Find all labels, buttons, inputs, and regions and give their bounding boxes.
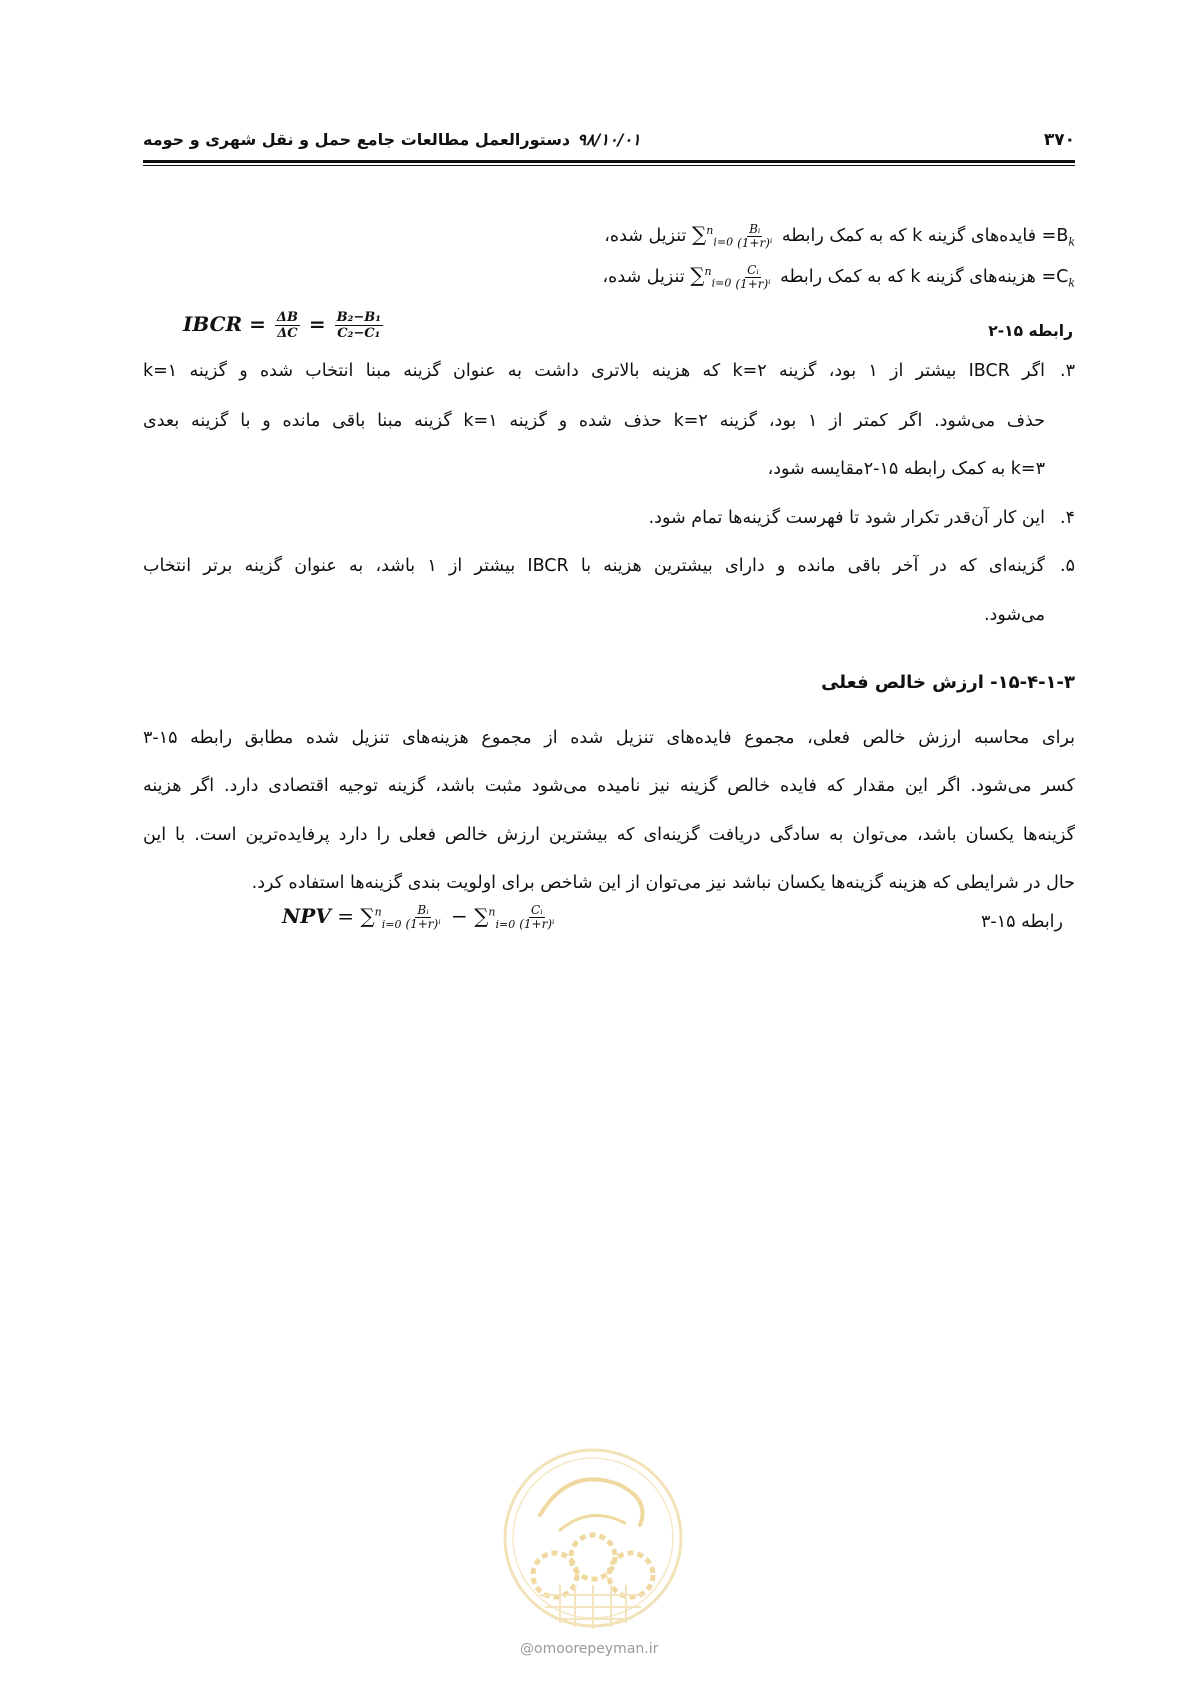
- paragraph-line: برای محاسبه ارزش خالص فعلی، مجموع فایده‌های تنزیل شده از مجموع هزینه‌های تنزیل شده مطابق رابطه ۱۵-۳: [143, 728, 1075, 748]
- equation-label-3: رابطه ۱۵-۳: [980, 912, 1063, 932]
- definition-c: $=C_k$ هزینه‌های گزینه k که به کمک رابطه ∑$^n_{i=0}$ $\frac{\text{Cᵢ}}{\text{(1+r)ⁱ}}$ تنزیل شده،: [602, 262, 1075, 291]
- list-item-number: ۵.: [1060, 556, 1075, 576]
- paragraph-line: کسر می‌شود. اگر این مقدار که فایده خالص گزینه نیز نامیده می‌شود مثبت باشد، گزینه توجیه اقتصادی دارد. اگر هزینه: [143, 776, 1075, 796]
- page-header: [143, 130, 1075, 156]
- equation-label-2: رابطه ۱۵-۲: [988, 322, 1073, 340]
- sum-costs-formula: ∑$^n_{i=0}$ $\frac{\text{Cᵢ}}{\text{(1+r)ⁱ}}$: [690, 262, 771, 291]
- list-item-line: k=۳ به کمک رابطه ۱۵-۲مقایسه شود،: [767, 459, 1045, 479]
- section-heading: ۱۵-۴-۱-۳- ارزش خالص فعلی: [821, 672, 1075, 693]
- header-title: دستورالعمل مطالعات جامع حمل و نقل شهری و حومه: [143, 130, 571, 149]
- list-item-number: ۴.: [1060, 508, 1075, 528]
- b-symbol: $=B_k$: [1041, 225, 1075, 249]
- watermark-url: @omoorepeyman.ir: [520, 1641, 659, 1657]
- header-rule-thin: [143, 165, 1075, 166]
- list-item-number: ۳.: [1060, 361, 1075, 381]
- npv-equation: NPV = ∑$^n_{i=0}$ $\frac{\text{Bᵢ}}{\text{(1+r)ⁱ}}$ − ∑$^n_{i=0}$ $\frac{\text{Cᵢ}}{\text{(1+r)ⁱ}}$: [282, 903, 555, 931]
- list-item-line: حذف می‌شود. اگر کمتر از ۱ بود، گزینه k=۲ حذف شده و گزینه k=۱ گزینه مبنا باقی مانده و با گزینه بعدی: [143, 411, 1046, 431]
- paragraph-line: گزینه‌ها یکسان باشد، می‌توان به سادگی دریافت گزینه‌ای که بیشترین ارزش خالص فعلی را دارد پرفایده‌ترین است. با این: [143, 825, 1075, 845]
- paragraph-line: حال در شرایطی که هزینه گزینه‌ها یکسان نباشد نیز می‌توان از این شاخص برای اولویت بندی گزینه‌ها استفاده کرد.: [251, 873, 1075, 893]
- list-item-line: گزینه‌ای که در آخر باقی مانده و دارای بیشترین هزینه با IBCR بیشتر از ۱ باشد، به عنوان گزینه برتر انتخاب: [143, 556, 1046, 576]
- c-symbol: $=C_k$: [1041, 266, 1075, 290]
- definition-b: $=B_k$ فایده‌های گزینه k که به کمک رابطه ∑$^n_{i=0}$ $\frac{\text{Bᵢ}}{\text{(1+r)ⁱ}}$ تنزیل شده،: [604, 221, 1075, 250]
- watermark-logo: [500, 1445, 686, 1631]
- list-item-line: می‌شود.: [983, 605, 1045, 625]
- header-date: ۹۸/۱۰/۰۱: [577, 130, 641, 149]
- ibcr-equation: IBCR = $\frac{\Delta B}{\Delta C}$ = $\frac{\text{B₂−B₁}}{\text{C₂−C₁}}$: [183, 310, 381, 341]
- page-number: ۳۷۰: [1043, 130, 1075, 150]
- at-icon: @: [520, 1641, 534, 1657]
- header-rule-thick: [143, 160, 1075, 163]
- sum-benefits-formula: ∑$^n_{i=0}$ $\frac{\text{Bᵢ}}{\text{(1+r)ⁱ}}$: [691, 221, 773, 250]
- list-item-line: این کار آن‌قدر تکرار شود تا فهرست گزینه‌ها تمام شود.: [648, 508, 1045, 528]
- list-item-line: اگر IBCR بیشتر از ۱ بود، گزینه k=۲ که هزینه بالاتری داشت به عنوان گزینه مبنا انتخاب شده و گزینه k=۱: [143, 361, 1046, 381]
